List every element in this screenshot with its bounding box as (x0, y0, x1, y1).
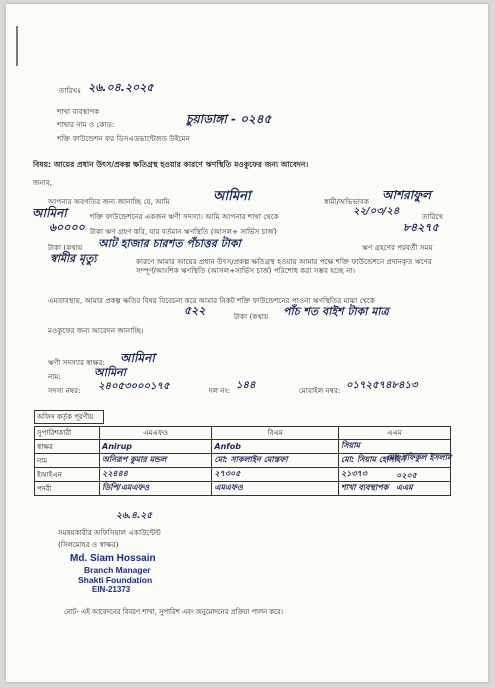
ein-cell: ২২৪৪৪ (102, 469, 128, 478)
table-cell (212, 440, 339, 454)
recipient-org: শক্তি ফাউন্ডেশন ফর ডিসএডভান্টেজড উইমেন (57, 134, 190, 143)
table-header-cell: এমএফও (100, 427, 212, 440)
row-label: স্বাক্ষর (35, 440, 100, 454)
office-use-box: অফিস কর্তৃক পূরণীয় (34, 410, 104, 424)
table-cell (338, 482, 450, 496)
table-header-cell: বিএম (212, 427, 339, 440)
table-cell (212, 454, 339, 468)
name-label: নাম: (48, 372, 61, 381)
table-cell (100, 440, 212, 454)
table-cell (100, 454, 212, 468)
accountant-line1: সমন্বয়কারীর অফিসিয়াল একাউন্টেন্ট (58, 528, 161, 537)
subject-line: বিষয়: আয়ের প্রধান উৎস/প্রকল্প ক্ষতিগ্রস্থ হওয়ার কারণে ঋণস্থিতি মওকুফের জন্য আবেদন। (33, 160, 309, 169)
body-p1-c: শক্তি ফাউন্ডেশনের একজন ঋণী সদস্যা। আমি আপনার শাখা থেকে (90, 212, 279, 221)
designation-cell: ডিপি/এমএফও (102, 483, 150, 492)
table-header-cell: এএম (338, 427, 450, 440)
document-page (6, 4, 488, 682)
body-p1-e: টাকা ঋণ গ্রহণ করি, যার বর্তমান ঋণস্থিতি (আসল+ সার্ভিস চার্জ) (90, 227, 277, 236)
member-name-field: আমিনা (94, 366, 126, 379)
name-cell: মো: সাকলাইন মোস্তফা (214, 455, 288, 464)
body-p1-f: টাকা (কথায় (48, 243, 83, 252)
member-name: আমিনা (213, 189, 251, 204)
table-header-cell: সুপারিশকারী (35, 427, 100, 440)
outstanding-words: আট হাজার চারশত পঁচাত্তর টাকা (98, 237, 241, 250)
stamp-ein: EIN-21373 (92, 585, 131, 594)
signature-cell: সিয়াম (340, 441, 361, 450)
footnote: নোট- এই আবেদনের বিবরণ শাখা, সুপারিশ এবং অনুমোদনের প্রক্রিয়া পালন করে। (64, 608, 283, 616)
table-cell (212, 468, 339, 482)
signature-label: ঋণী সদস্যার স্বাক্ষর: (48, 358, 105, 367)
body-p2-c: মওকুফের জন্য আবেদন জানাচ্ছি। (48, 326, 144, 335)
am-name: মো: শফিকুল ইসলাম (386, 453, 452, 462)
stamp-name: Md. Siam Hossain (70, 553, 156, 564)
signature-cell: Anfob (214, 442, 241, 451)
date-value: ২৬.০৪.২০২৫ (88, 81, 154, 94)
waive-amount: ৫২২ (184, 304, 206, 317)
ein-cell: ২১৩৭৩ (340, 469, 367, 478)
member-no-value: ২৪০৫৩০০০১৭৫ (98, 381, 170, 392)
table-cell (100, 468, 212, 482)
body-p1-g: ঋণ গ্রহণের পরবর্তী সময় (362, 243, 433, 252)
table-row (35, 468, 451, 482)
table-cell (100, 482, 212, 496)
date-label: তারিখঃ (59, 86, 82, 95)
member-name-2: আমিনা (32, 206, 67, 220)
outstanding-amount: ৮৪২৭৫ (403, 221, 439, 234)
body-p1-a: আপনার অবগতির জন্য জানাচ্ছি যে, আমি (48, 197, 170, 206)
recipient-branch-label: শাখার নাম ও কোড: (57, 120, 115, 129)
body-p1-h: কারণে আমার আয়ের প্রধান উৎস/প্রকল্প ক্ষতিগ্রস্থ হওয়ায় আমার পক্ষে শক্তি ফাউন্ডেশনে প্রদানকৃত ঋণের সম্পূর্ণ/আংশিক ঋণস্থিতি (আসল+সার্ভিস চার্জ) পরিশোধ করা সম্ভব হচ্ছে না। (136, 257, 432, 275)
name-cell: মো: সিয়াম হোসাইন (340, 455, 406, 464)
row-label: ইআইএন (35, 468, 100, 482)
table-header-row (35, 427, 451, 440)
stamp-title: Branch Manager (84, 565, 151, 575)
recipient-branch-value: চুয়াডাঙ্গা - ০২৪৫ (186, 112, 272, 126)
am-designation: এএম (396, 483, 413, 492)
table-cell (338, 468, 450, 482)
name-cell: অনিরূপ কুমার মন্ডল (102, 455, 167, 464)
table-row (35, 482, 451, 496)
designation-cell: এমএফও (214, 483, 243, 492)
member-no-label: সদস্য নম্বর: (48, 386, 81, 395)
body-p1-d: তারিখে (422, 212, 444, 221)
cause: স্বামীর মৃত্যু (50, 252, 97, 265)
recipient-line1: শাখা ব্যবস্থাপক (57, 107, 100, 116)
body-p2-b: টাকা (কথায় (234, 312, 269, 321)
loan-date: ২২/০৩/২৪ (353, 206, 400, 217)
mobile-label: মোবাইল নম্বর: (299, 386, 341, 395)
designation-cell: শাখা ব্যবস্থাপক (340, 483, 389, 492)
member-signature: আমিনা (120, 351, 155, 365)
guardian-name: আশরাফুল (382, 188, 431, 202)
row-label: নাম (35, 454, 100, 468)
mobile-value: ০১৭২৫৭৪৮৪১৩ (346, 380, 418, 391)
table-cell (212, 482, 339, 496)
signature-cell: Anirup (102, 442, 132, 451)
salutation: জনাব, (33, 178, 53, 187)
body-p2-a: এমতাবস্থায়, আমার প্রকল্প ক্ষতির বিষয় বিবেচনা করে আমার নিকট শক্তি ফাউন্ডেশনের পাওনা ঋণস্থিতির মাঝা থেকে (48, 296, 375, 305)
group-value: ১৪৪ (236, 380, 256, 391)
row-label: পদবী (35, 482, 100, 496)
loan-amount: ৬০০০০ (49, 221, 85, 234)
body-p1-b: স্বামী/অভিভাবক (324, 197, 370, 206)
stamp-org: Shakti Foundation (78, 575, 153, 585)
accountant-line2: (সিলমোহর ও স্বাক্ষর) (58, 540, 119, 549)
waive-words: পাঁচ শত বাইশ টাকা মাত্র (283, 305, 389, 318)
accountant-date: ২৬.৪.২৫ (116, 511, 153, 521)
fold-mark (16, 26, 18, 66)
group-label: দল নং: (209, 386, 231, 395)
am-ein: ০২০৫ (396, 471, 417, 480)
ein-cell: ২৭৩০৫ (214, 469, 241, 478)
